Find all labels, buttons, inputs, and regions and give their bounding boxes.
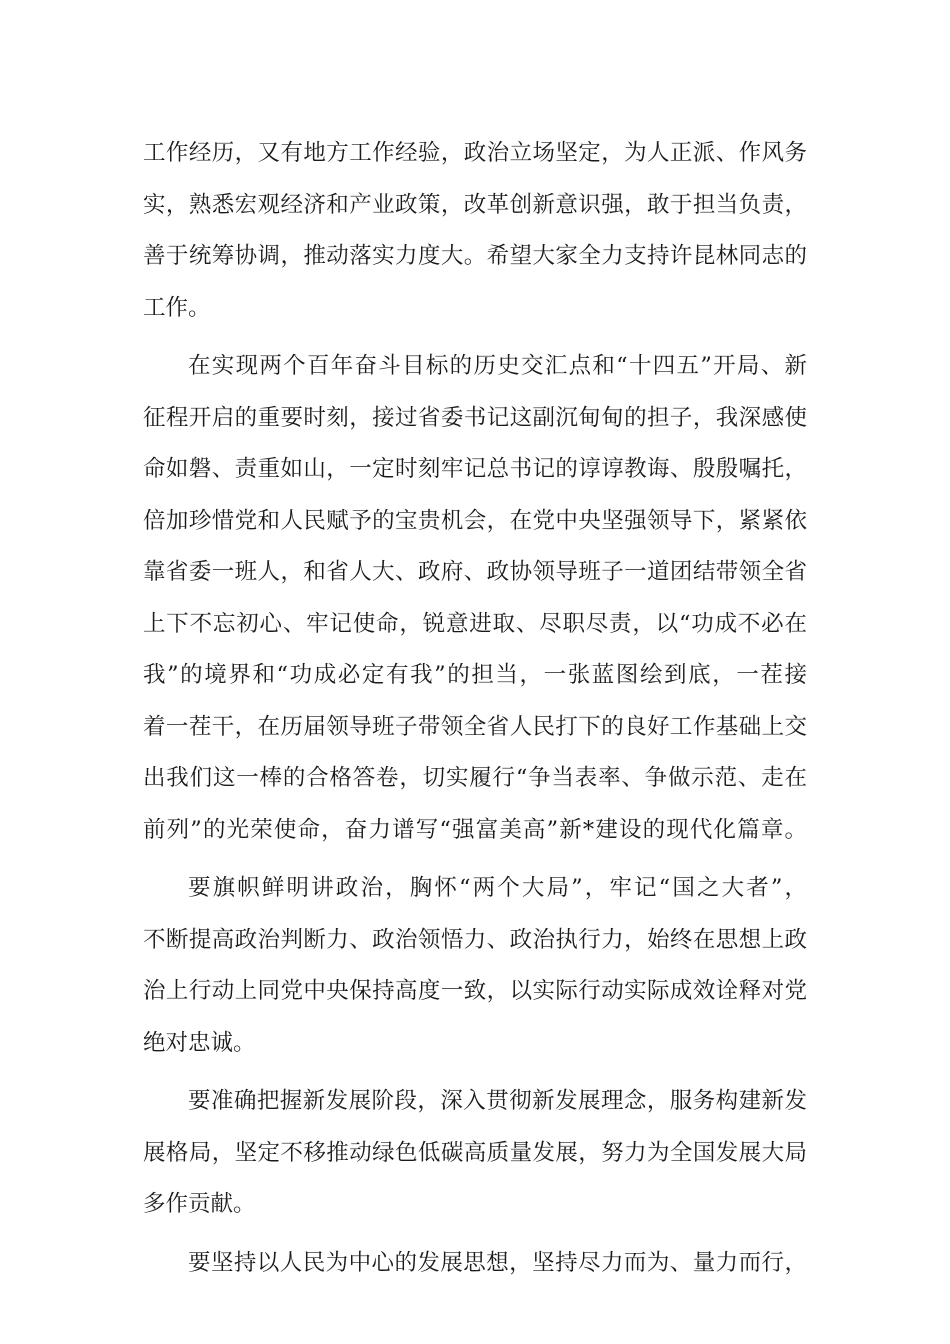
text-line: 治上行动上同党中央保持高度一致，以实际行动实际成效诠释对党	[143, 978, 807, 1004]
text-line: 要旗帜鲜明讲政治，胸怀“两个大局”，牢记“国之大者”，	[188, 875, 807, 901]
text-line: 多作贡献。	[143, 1191, 256, 1217]
text-line: 我”的境界和“功成必定有我”的担当，一张蓝图绘到底，一茬接	[143, 662, 807, 688]
text-line: 要坚持以人民为中心的发展思想，坚持尽力而为、量力而行，	[188, 1249, 807, 1276]
text-line: 在实现两个百年奋斗目标的历史交汇点和“十四五”开局、新	[188, 353, 807, 379]
text-line: 要准确把握新发展阶段，深入贯彻新发展理念，服务构建新发	[188, 1088, 807, 1114]
text-line: 靠省委一班人，和省人大、政府、政协领导班子一道团结带领全省	[143, 559, 807, 585]
text-line: 工作。	[143, 294, 211, 321]
paragraph-2	[143, 341, 807, 856]
text-line: 前列”的光荣使命，奋力谱写“强富美高”新*建设的现代化篇章。	[143, 816, 807, 843]
text-line: 倍加珍惜党和人民赋予的宝贵机会，在党中央坚强领导下，紧紧依	[143, 507, 807, 534]
text-line: 命如磐、责重如山，一定时刻牢记总书记的谆谆教诲、殷殷嘱托，	[143, 456, 807, 482]
paragraph-4	[143, 1076, 807, 1231]
text-line: 征程开启的重要时刻，接过省委书记这副沉甸甸的担子，我深感使	[143, 404, 807, 431]
paragraph-3	[143, 863, 807, 1069]
paragraph-5	[143, 1238, 807, 1290]
text-line: 实，熟悉宏观经济和产业政策，改革创新意识强，敢于担当负责，	[143, 191, 807, 218]
text-line: 上下不忘初心、牢记使命，锐意进取、尽职尽责，以“功成不必在	[143, 610, 807, 637]
text-line: 着一茬干，在历届领导班子带领全省人民打下的良好工作基础上交	[143, 713, 807, 740]
text-line: 工作经历，又有地方工作经验，政治立场坚定，为人正派、作风务	[143, 140, 807, 166]
text-line: 绝对忠诚。	[143, 1029, 256, 1056]
text-line: 展格局，坚定不移推动绿色低碳高质量发展，努力为全国发展大局	[143, 1139, 807, 1166]
document-page	[143, 128, 807, 1296]
text-line: 善于统筹协调，推动落实力度大。希望大家全力支持许昆林同志的	[143, 243, 807, 269]
text-line: 不断提高政治判断力、政治领悟力、政治执行力，始终在思想上政	[143, 926, 807, 953]
paragraph-1	[143, 128, 807, 334]
text-line: 出我们这一棒的合格答卷，切实履行“争当表率、争做示范、走在	[143, 765, 807, 791]
